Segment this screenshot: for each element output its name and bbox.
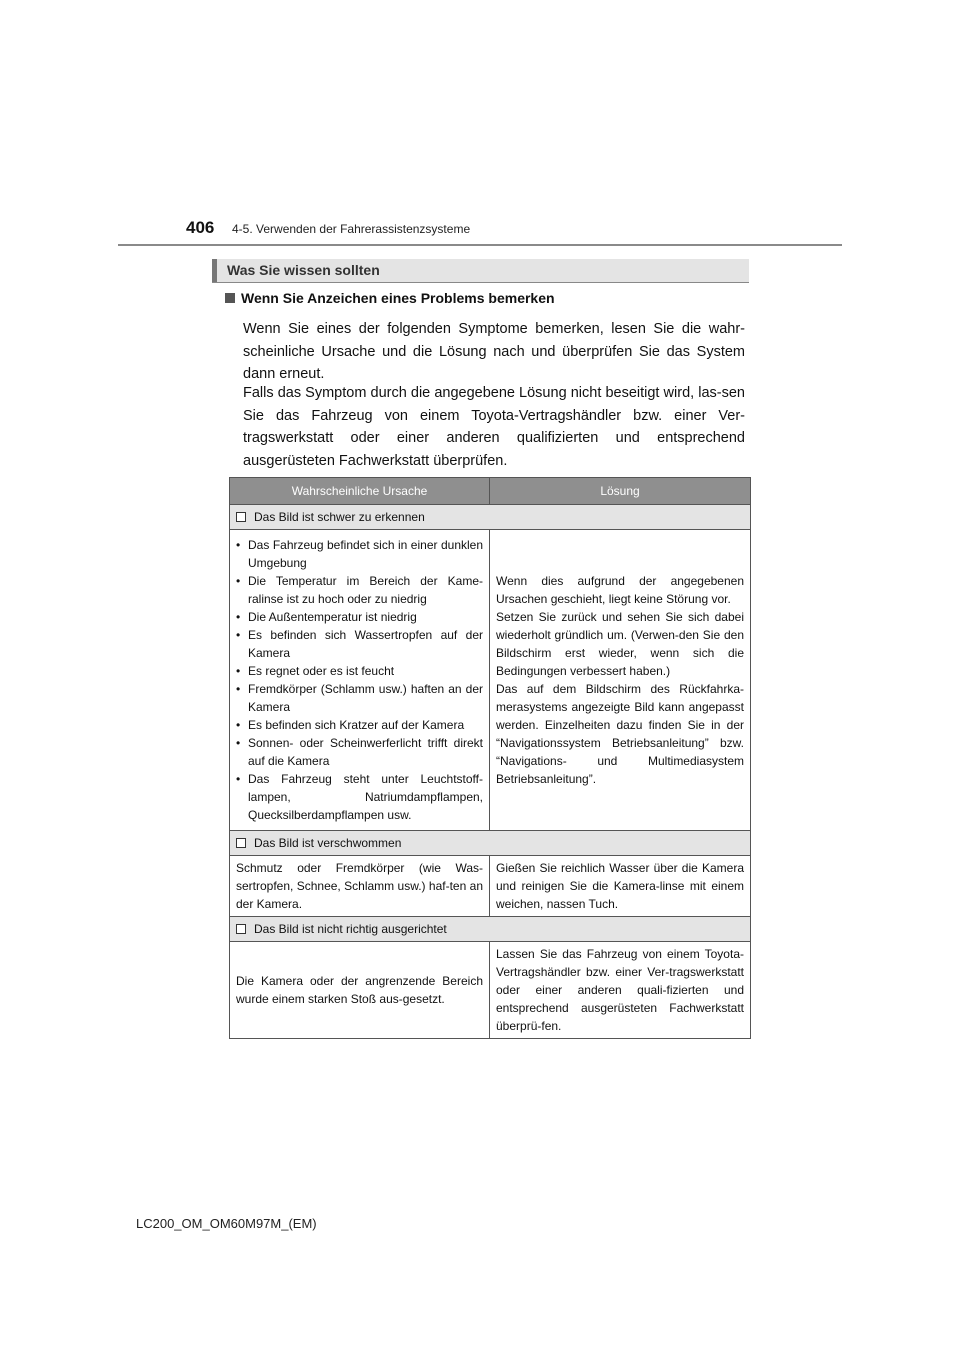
solution-line: Das auf dem Bildschirm des Rückfahrka-merasystems angezeigte Bild kann angepasst werden. Einzelheiten dazu finden Sie in der “Navigationssystem Betriebsanleitung” bzw. “Navigations- und Multimediasystem Betriebsanleitung”. (496, 682, 744, 786)
cause-item: • Sonnen- oder Scheinwerferlicht trifft direkt auf die Kamera (236, 734, 483, 770)
table-header-row (230, 478, 751, 505)
symptom-cell (230, 917, 751, 942)
table-row (230, 942, 751, 1039)
info-box-heading (212, 259, 749, 282)
cause-item: • Es befinden sich Wassertropfen auf der Kamera (236, 626, 483, 662)
page-number: 406 (186, 218, 215, 237)
solution-cell: Lassen Sie das Fahrzeug von einem Toyota-Vertragshändler bzw. einer Ver-tragswerkstatt oder einer anderen quali-fizierten und entsprechend ausgerüsteten Fachwerkstatt überprü-fen. (490, 942, 751, 1039)
header-solution: Lösung (490, 478, 751, 505)
subheading (225, 290, 555, 306)
intro-paragraph: Wenn Sie eines der folgenden Symptome bemerken, lesen Sie die wahr-scheinliche Ursache und die Lösung nach und überprüfen Sie das System dann erneut. (243, 321, 745, 382)
cause-item: • Fremdkörper (Schlamm usw.) haften an der Kamera (236, 680, 483, 716)
solution-line: Setzen Sie zurück und sehen Sie sich dabei wiederholt gründlich um. (Verwen-den Sie den Bildschirm erst wieder, wenn sich die Bedingungen verbessert haben.) (496, 610, 744, 678)
symptom-text: Das Bild ist verschwommen (254, 836, 402, 850)
solution-cell (490, 530, 751, 831)
symptom-row (230, 917, 751, 942)
checkbox-icon (236, 512, 246, 522)
symptom-row (230, 831, 751, 856)
advice-paragraph: Falls das Symptom durch die angegebene Lösung nicht beseitigt wird, las-sen Sie das Fahrzeug von einem Toyota-Vertragshändler bzw. einer Ver-tragswerkstatt oder einer anderen qualifizierten und entsprechend ausgerüsteten Fachwerkstatt überprüfen. (243, 385, 745, 469)
symptom-text: Das Bild ist schwer zu erkennen (254, 510, 425, 524)
footer-code: LC200_OM_OM60M97M_(EM) (136, 1216, 317, 1231)
cause-item: • Das Fahrzeug steht unter Leuchtstoff-lampen, Natriumdampflampen, Quecksilberdampflampen usw. (236, 770, 483, 824)
section-title: 4-5. Verwenden der Fahrerassistenzsysteme (232, 222, 471, 236)
info-box-heading-text: Was Sie wissen sollten (227, 262, 380, 278)
table-row (230, 530, 751, 831)
symptom-table (229, 477, 751, 1039)
symptom-cell (230, 505, 751, 530)
cause-item: • Es regnet oder es ist feucht (236, 662, 483, 680)
checkbox-icon (236, 838, 246, 848)
cause-cell (230, 530, 490, 831)
symptom-text: Das Bild ist nicht richtig ausgerichtet (254, 922, 447, 936)
cause-cell: Die Kamera oder der angrenzende Bereich wurde einem starken Stoß aus-gesetzt. (230, 942, 490, 1039)
cause-item: • Das Fahrzeug befindet sich in einer dunklen Umgebung (236, 536, 483, 572)
symptom-row (230, 505, 751, 530)
cause-item: • Die Temperatur im Bereich der Kame-ralinse ist zu hoch oder zu niedrig (236, 572, 483, 608)
symptom-cell (230, 831, 751, 856)
cause-cell: Schmutz oder Fremdkörper (wie Was-sertropfen, Schnee, Schlamm usw.) haf-ten an der Kamera. (230, 856, 490, 917)
checkbox-icon (236, 924, 246, 934)
info-box-rule (212, 282, 749, 283)
subheading-text: Wenn Sie Anzeichen eines Problems bemerken (241, 290, 555, 306)
square-bullet-icon (225, 293, 235, 303)
header-rule (118, 244, 842, 246)
cause-item: • Es befinden sich Kratzer auf der Kamera (236, 716, 483, 734)
solution-line: Wenn dies aufgrund der angegebenen Ursachen geschieht, liegt keine Störung vor. (496, 574, 744, 606)
header-cause: Wahrscheinliche Ursache (230, 478, 490, 505)
cause-item: • Die Außentemperatur ist niedrig (236, 608, 483, 626)
table-row (230, 856, 751, 917)
cause-list (236, 536, 483, 824)
solution-cell: Gießen Sie reichlich Wasser über die Kamera und reinigen Sie die Kamera-linse mit einem weichen, nassen Tuch. (490, 856, 751, 917)
